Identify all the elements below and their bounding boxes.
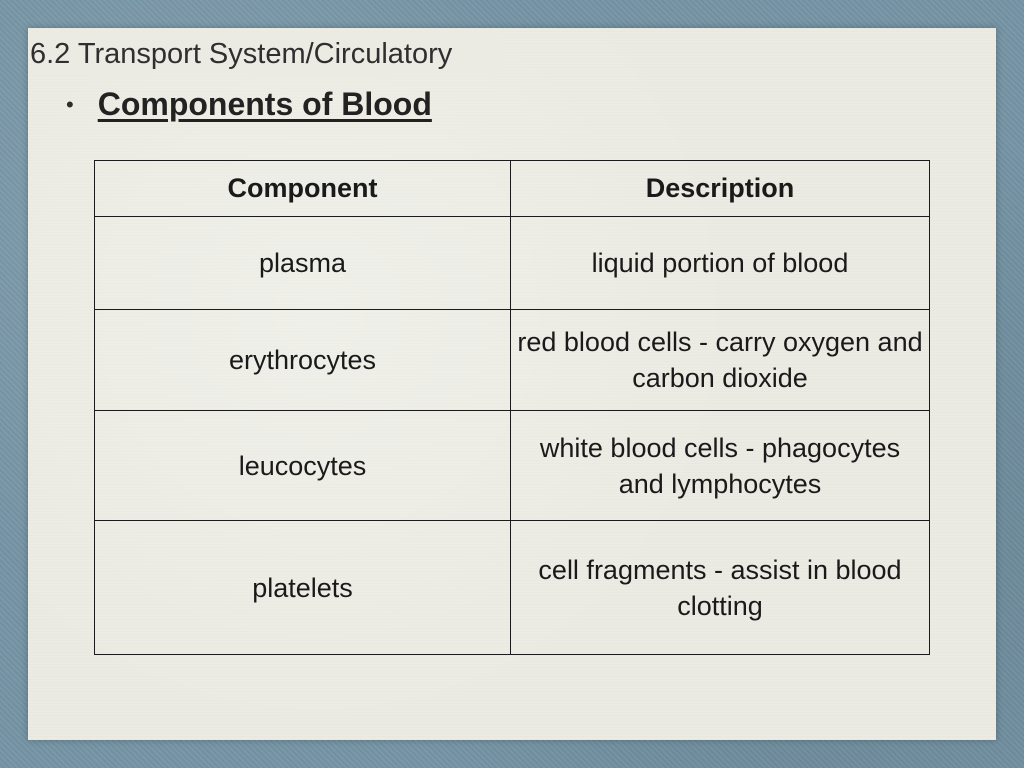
table-header-row — [95, 161, 930, 217]
cell-description: white blood cells - phagocytes and lymphocytes — [511, 411, 930, 521]
cell-description: cell fragments - assist in blood clotting — [511, 521, 930, 655]
cell-component: erythrocytes — [95, 310, 511, 411]
page-title: 6.2 Transport System/Circulatory — [30, 38, 453, 70]
bullet-icon: • — [66, 91, 74, 117]
cell-component: leucocytes — [95, 411, 511, 521]
cell-component: platelets — [95, 521, 511, 655]
table-row — [95, 310, 930, 411]
table-row — [95, 217, 930, 310]
table-row — [95, 411, 930, 521]
cell-description: liquid portion of blood — [511, 217, 930, 310]
components-table — [94, 160, 930, 655]
cell-component: plasma — [95, 217, 511, 310]
header-component: Component — [95, 161, 511, 217]
header-description: Description — [511, 161, 930, 217]
cell-description: red blood cells - carry oxygen and carbon dioxide — [511, 310, 930, 411]
section-heading: Components of Blood — [97, 86, 432, 122]
table-row — [95, 521, 930, 655]
bullet-heading-row — [66, 86, 432, 123]
